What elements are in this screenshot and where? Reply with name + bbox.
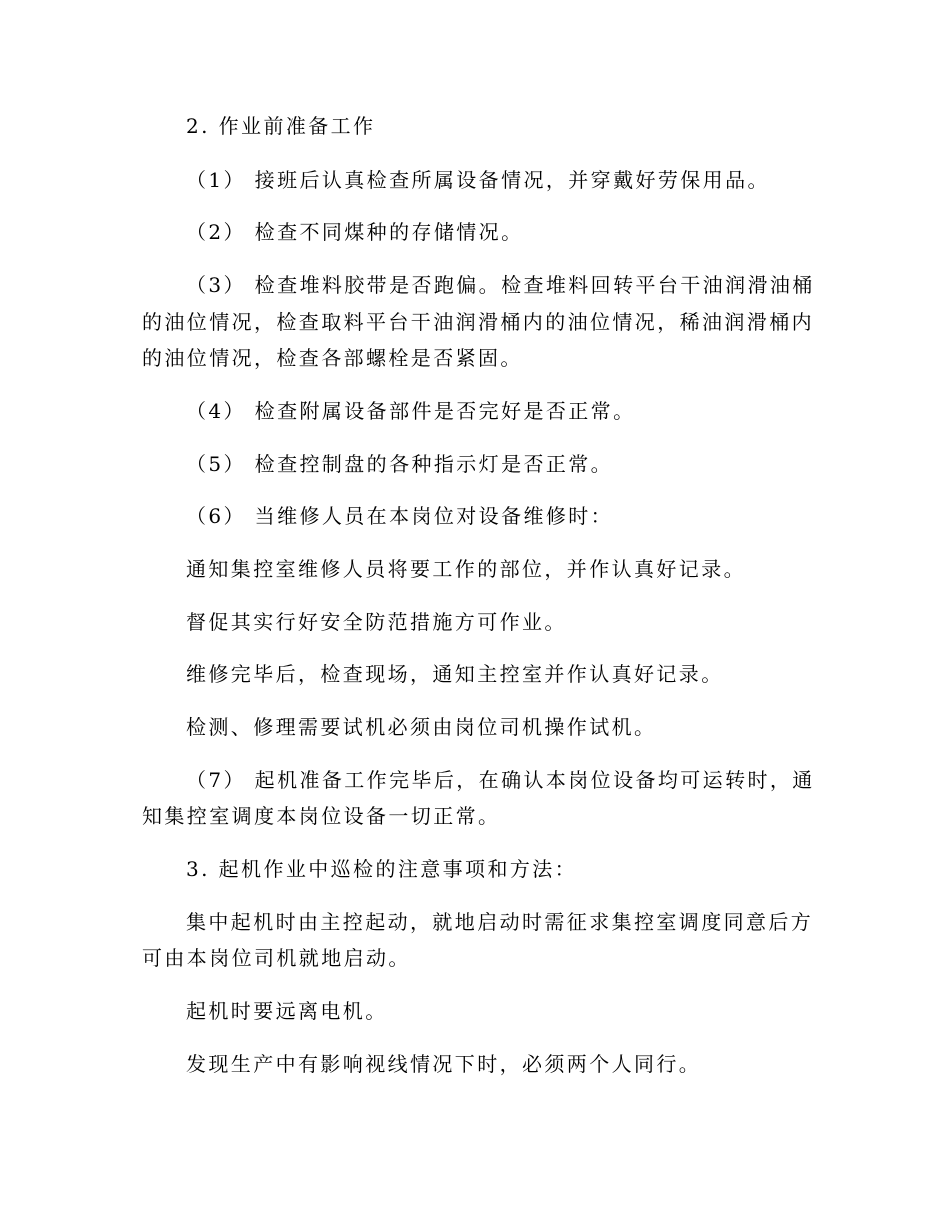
paragraph-text: 督促其实行好安全防范措施方可作业。 [186,610,567,634]
paragraph-item-3-line-3: 的油位情况，检查各部螺栓是否紧固。 [142,346,523,370]
section-heading: 3. 起机作业中巡检的注意事项和方法： [186,857,578,881]
paragraph-item-3-line-1: （3） 检查堆料胶带是否跑偏。检查堆料回转平台干油润滑油桶 [186,273,815,297]
paragraph-item-6: （6） 当维修人员在本岗位对设备维修时： [186,504,614,528]
paragraph-item-5: （5） 检查控制盘的各种指示灯是否正常。 [186,452,614,476]
paragraph-item-1: （1） 接班后认真检查所属设备情况，并穿戴好劳保用品。 [186,168,770,192]
paragraph-item-7-line-1: （7） 起机准备工作完毕后，在确认本岗位设备均可运转时，通 [186,768,815,792]
paragraph-item-4: （4） 检查附属设备部件是否完好是否正常。 [186,399,636,423]
paragraph-text-line-1: 集中起机时由主控起动，就地启动时需征求集控室调度同意后方 [186,910,814,934]
section-heading: 2. 作业前准备工作 [186,114,376,138]
paragraph-text: 维修完毕后，检查现场，通知主控室并作认真好记录。 [186,662,724,686]
paragraph-text: 起机时要远离电机。 [186,999,388,1023]
paragraph-item-7-line-2: 知集控室调度本岗位设备一切正常。 [142,804,501,828]
paragraph-item-2: （2） 检查不同煤种的存储情况。 [186,220,524,244]
paragraph-text: 发现生产中有影响视线情况下时，必须两个人同行。 [186,1052,702,1076]
paragraph-text: 检测、修理需要试机必须由岗位司机操作试机。 [186,715,657,739]
paragraph-text-line-2: 可由本岗位司机就地启动。 [142,946,411,970]
paragraph-text: 通知集控室维修人员将要工作的部位，并作认真好记录。 [186,557,746,581]
paragraph-item-3-line-2: 的油位情况，检查取料平台干油润滑桶内的油位情况，稀油润滑桶内 [142,310,814,334]
